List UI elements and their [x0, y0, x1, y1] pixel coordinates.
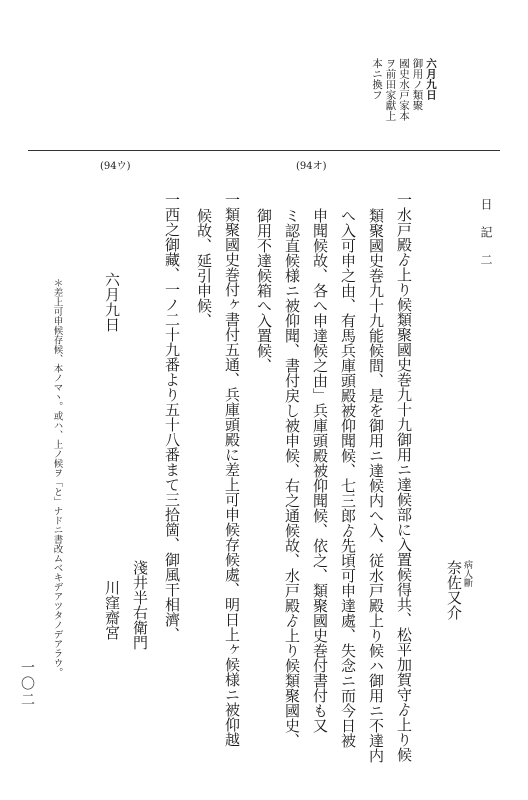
folio-label-left: (94ウ) — [100, 161, 131, 172]
annotation-line: 御用ノ類聚 — [411, 58, 424, 111]
annotation-line: 國史水戸家本 — [398, 58, 410, 121]
header-rule — [28, 150, 500, 151]
body-line: 申聞候故、各へ申達候之由」兵庫頭殿被仰聞候、依之、類聚國史巻付書付も又 — [311, 208, 329, 733]
signatory: 川窪齋宮 — [103, 580, 121, 640]
running-title: 日 記 二 — [479, 198, 493, 272]
entry-date: 六月九日 — [103, 272, 121, 332]
body-line: 一西之御藏、一ノ二十九番より五十八番まて三拾箇、御風干相濟、 — [163, 192, 181, 642]
footnote: ＊差上可申候存候、本ノマヽ。或ハ、上ノ候ヲ「と」ナドニ書改ムベキデアツタノデアラウ。 — [51, 278, 63, 677]
body-line: 一水戸殿ゟ上り候類聚國史巻九十九御用ニ達候部に入置候得共、松平加賀守ゟ上り候 — [395, 192, 413, 762]
body-line: へ入可申之由、有馬兵庫頭殿被仰聞候、七三郎ゟ先頃可申達處、失念ニ而今日被 — [339, 208, 357, 748]
folio-label-right: (94オ) — [296, 161, 327, 172]
body-line: 候故、延引申候、 — [195, 208, 213, 328]
annotation-line: 本ニ換フ — [371, 58, 383, 100]
body-line: 一類聚國史巻付ヶ書付五通、兵庫頭殿に差上可申候存候處、明日上ヶ候様ニ被仰越 — [223, 192, 241, 747]
annotation-line: ヲ前田家獻上 — [384, 58, 397, 121]
top-annotation — [372, 58, 437, 121]
body-line: 御用不達候箱へ入置候、 — [255, 208, 273, 373]
page-number: 一〇二 — [19, 660, 35, 708]
signatory: 淺井半右衛門 — [131, 560, 149, 650]
annotation-date: 六月九日 — [425, 58, 437, 100]
margin-note-label: 病人斷 — [462, 560, 472, 587]
body-line: ミ認直候様ニ被仰聞、書付戻し被申候、右之通候故、水戸殿ゟ上り候類聚國史、 — [283, 208, 301, 748]
margin-note-name: 奈佐又介 — [445, 560, 463, 620]
body-line: 類聚國史巻九十九能候間、是を御用ニ達候内へ入、従水戸殿上り候ハ御用ニ不達内 — [367, 208, 385, 763]
